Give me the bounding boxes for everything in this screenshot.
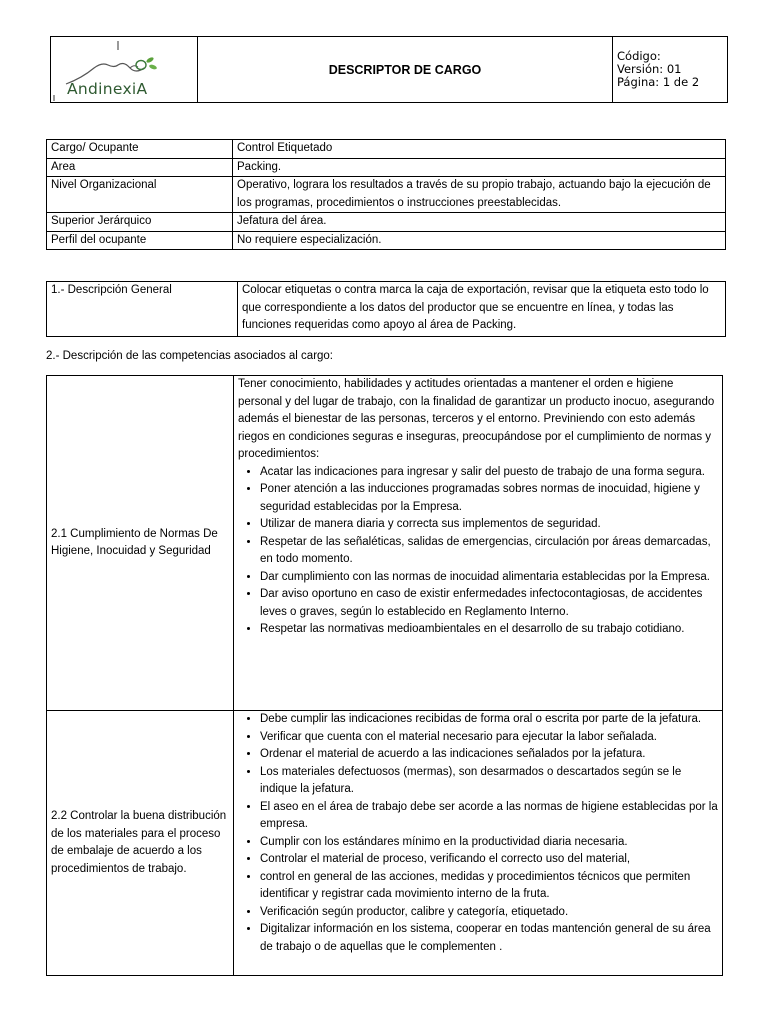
list-item: • Utilizar de manera diaria y correcta sus implementos de seguridad. — [260, 516, 718, 534]
competency-label: 2.1 Cumplimiento de Normas De Higiene, Inocuidad y Seguridad — [47, 376, 234, 711]
info-value: Control Etiquetado — [233, 140, 726, 159]
competency-bullet-list — [238, 464, 718, 639]
list-item: • Digitalizar información en los sistema, cooperar en todas mantención general de su área de trabajo o de aquellas que le complementen . — [260, 921, 718, 956]
info-value: Jefatura del área. — [233, 213, 726, 232]
list-item: • Acatar las indicaciones para ingresar y salir del puesto de trabajo de una forma segura. — [260, 464, 718, 482]
list-item: • Dar aviso oportuno en caso de existir enfermedades infectocontagiosas, de accidentes leves o graves, según lo establecido en Reglamento Interno. — [260, 586, 718, 621]
logo-cell — [51, 37, 198, 103]
list-item: • Respetar las normativas medioambientales en el desarrollo de su trabajo cotidiano. — [260, 621, 718, 639]
info-label: Perfil del ocupante — [47, 231, 233, 250]
general-description-table — [46, 281, 726, 337]
info-label: Nivel Organizacional — [47, 177, 233, 213]
table-row — [47, 213, 726, 232]
info-label: Superior Jerárquico — [47, 213, 233, 232]
competency-detail — [234, 376, 723, 711]
info-value: Packing. — [233, 158, 726, 177]
list-item: • Respetar de las señaléticas, salidas de emergencias, circulación por áreas demarcadas, en todo momento. — [260, 534, 718, 569]
table-row — [47, 376, 723, 711]
document-header — [50, 36, 728, 103]
job-info-table — [46, 139, 726, 250]
description-label: 1.- Descripción General — [47, 282, 238, 337]
info-label: Area — [47, 158, 233, 177]
codigo-label: Código: — [617, 49, 661, 63]
list-item: • Ordenar el material de acuerdo a las indicaciones señalados por la jefatura. — [260, 746, 718, 764]
company-logo — [52, 38, 196, 101]
table-row — [47, 140, 726, 159]
version-label: Versión: 01 — [617, 62, 682, 76]
list-item: • Verificación según productor, calibre y categoría, etiquetado. — [260, 904, 718, 922]
document-title: DESCRIPTOR DE CARGO — [198, 37, 613, 103]
table-row — [47, 158, 726, 177]
competency-bullet-list — [238, 711, 718, 956]
info-value: Operativo, lograra los resultados a través de su propio trabajo, actuando bajo la ejecución de los programas, procedimientos o instrucciones preestablecidas. — [233, 177, 726, 213]
list-item: • Controlar el material de proceso, verificando el correcto uso del material, — [260, 851, 718, 869]
table-row — [47, 231, 726, 250]
info-label: Cargo/ Ocupante — [47, 140, 233, 159]
list-item: • Los materiales defectuosos (mermas), son desarmados o descartados según se le indique la jefatura. — [260, 764, 718, 799]
list-item: • El aseo en el área de trabajo debe ser acorde a las normas de higiene establecidas por la empresa. — [260, 799, 718, 834]
logo-text: AndinexiA — [67, 80, 148, 98]
competency-detail — [234, 711, 723, 976]
table-row — [47, 282, 726, 337]
list-item: • control en general de las acciones, medidas y procedimientos técnicos que permiten identificar y registrar cada movimiento interno de la fruta. — [260, 869, 718, 904]
document-meta — [613, 37, 728, 103]
table-row — [47, 711, 723, 976]
competency-intro: Tener conocimiento, habilidades y actitudes orientadas a mantener el orden e higiene personal y del lugar de trabajo, con la finalidad de garantizar un producto inocuo, asegurando además el bienestar de las personas, terceros y el entorno. Previniendo con esto además riegos en condiciones seguras e inseguras, preocupándose por el cumplimiento de normas y procedimientos: — [238, 378, 715, 460]
competencies-table — [46, 375, 723, 976]
page-label: Página: 1 de 2 — [617, 75, 700, 89]
competency-label: 2.2 Controlar la buena distribución de los materiales para el proceso de embalaje de acuerdo a los procedimientos de trabajo. — [47, 711, 234, 976]
list-item: • Dar cumplimiento con las normas de inocuidad alimentaria establecidas por la Empresa. — [260, 569, 718, 587]
table-row — [47, 177, 726, 213]
description-text: Colocar etiquetas o contra marca la caja de exportación, revisar que la etiqueta esto todo lo que correspondiente a los datos del productor que se encuentre en línea, y todas las funciones requeridas como apoyo al área de Packing. — [238, 282, 726, 337]
section-2-title: 2.- Descripción de las competencias asociados al cargo: — [46, 350, 334, 362]
list-item: • Debe cumplir las indicaciones recibidas de forma oral o escrita por parte de la jefatura. — [260, 711, 718, 729]
list-item: • Cumplir con los estándares mínimo en la productividad diaria necesaria. — [260, 834, 718, 852]
list-item: • Verificar que cuenta con el material necesario para ejecutar la labor señalada. — [260, 729, 718, 747]
list-item: • Poner atención a las inducciones programadas sobres normas de inocuidad, higiene y seguridad establecidas por la Empresa. — [260, 481, 718, 516]
info-value: No requiere especialización. — [233, 231, 726, 250]
